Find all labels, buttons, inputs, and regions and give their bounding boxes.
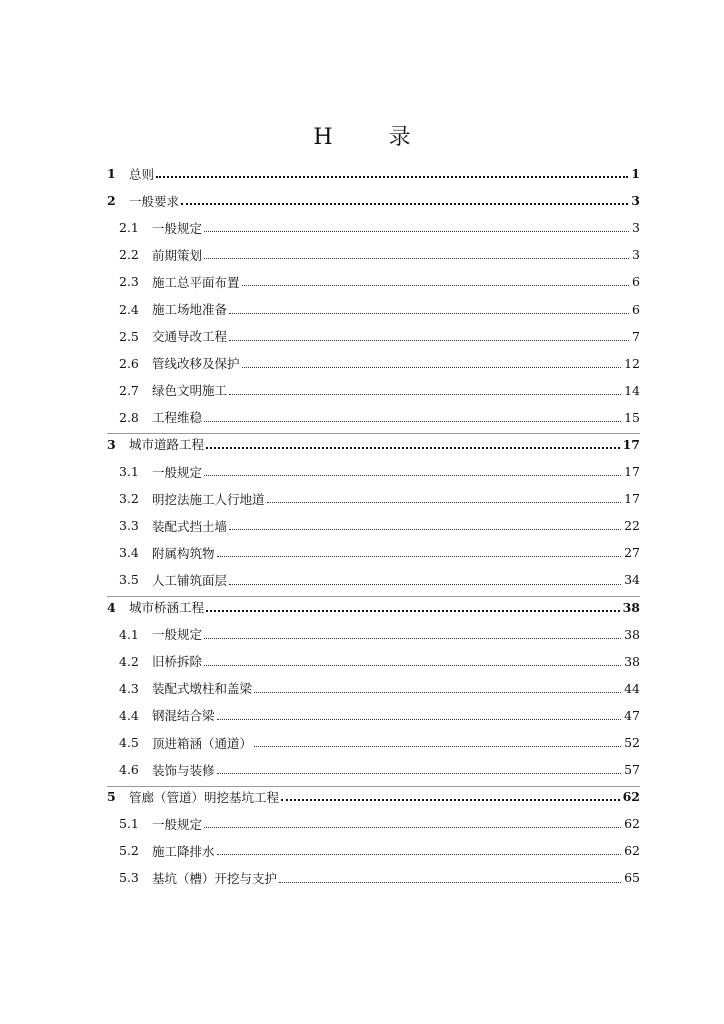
toc-entry-label: 钢混结合梁 xyxy=(152,708,215,724)
toc-entry-page-number: 6 xyxy=(632,274,640,290)
toc-title-part2: 录 xyxy=(388,125,411,150)
toc-entry-label: 管线改移及保护 xyxy=(152,356,240,372)
toc-title-part1: H xyxy=(313,125,333,150)
toc-entry-label: 一般规定 xyxy=(152,627,203,643)
toc-entry-page-number: 3 xyxy=(632,220,640,236)
toc-entry-number: 3.2 xyxy=(119,491,139,507)
toc-entry-number: 3.5 xyxy=(119,572,139,588)
toc-entry[interactable] xyxy=(107,295,640,322)
toc-dot-leader xyxy=(254,745,621,747)
toc-dot-leader xyxy=(281,798,620,801)
toc-dot-leader xyxy=(204,637,621,639)
table-of-contents xyxy=(107,160,640,892)
toc-entry-number: 5 xyxy=(107,789,116,805)
toc-entry[interactable] xyxy=(107,485,640,512)
toc-entry-label: 装配式墩柱和盖梁 xyxy=(152,681,253,697)
toc-entry[interactable] xyxy=(107,783,640,810)
toc-dot-leader xyxy=(229,528,621,530)
toc-entry[interactable] xyxy=(107,160,640,187)
toc-entry-page-number: 38 xyxy=(622,599,640,615)
toc-entry[interactable] xyxy=(107,431,640,458)
toc-entry-number: 3.1 xyxy=(119,464,139,480)
toc-dot-leader xyxy=(217,772,622,774)
toc-dot-leader xyxy=(279,881,621,883)
toc-dot-leader xyxy=(204,826,621,828)
toc-dot-leader xyxy=(204,474,621,476)
toc-entry[interactable] xyxy=(107,377,640,404)
toc-entry-number: 5.1 xyxy=(119,816,139,832)
toc-dot-leader xyxy=(267,501,622,503)
toc-entry-page-number: 17 xyxy=(622,436,640,452)
toc-entry-page-number: 34 xyxy=(624,572,640,588)
toc-entry-page-number: 1 xyxy=(631,166,640,182)
toc-entry-label: 城市桥涵工程 xyxy=(129,600,205,616)
toc-entry-page-number: 65 xyxy=(624,870,640,886)
toc-entry-page-number: 38 xyxy=(624,626,640,642)
toc-dot-leader xyxy=(206,446,620,449)
toc-entry-label: 管廊（管道）明挖基坑工程 xyxy=(129,789,280,805)
toc-entry-number: 5.3 xyxy=(119,870,139,886)
toc-entry[interactable] xyxy=(107,512,640,539)
toc-entry-page-number: 38 xyxy=(624,653,640,669)
toc-dot-leader xyxy=(181,202,628,205)
toc-entry-number: 3.4 xyxy=(119,545,139,561)
toc-entry-label: 施工场地准备 xyxy=(152,302,228,318)
toc-entry-page-number: 14 xyxy=(624,382,640,398)
toc-entry-number: 4.3 xyxy=(119,680,139,696)
toc-entry[interactable] xyxy=(107,702,640,729)
toc-entry-label: 顶进箱涵（通道） xyxy=(152,735,253,751)
toc-entry-label: 总则 xyxy=(129,166,155,182)
toc-entry-page-number: 62 xyxy=(624,843,640,859)
toc-entry[interactable] xyxy=(107,566,640,593)
toc-entry-label: 交通导改工程 xyxy=(152,329,228,345)
toc-entry-page-number: 47 xyxy=(624,707,640,723)
toc-entry-number: 4.2 xyxy=(119,653,139,669)
toc-entry[interactable] xyxy=(107,458,640,485)
toc-entry[interactable] xyxy=(107,350,640,377)
toc-entry-number: 2.8 xyxy=(119,409,139,425)
toc-entry[interactable] xyxy=(107,675,640,702)
toc-dot-leader xyxy=(229,583,621,585)
toc-entry-page-number: 7 xyxy=(632,328,640,344)
toc-entry-label: 旧桥拆除 xyxy=(152,654,203,670)
toc-entry-page-number: 62 xyxy=(624,816,640,832)
toc-entry-number: 3.3 xyxy=(119,518,139,534)
toc-entry-label: 附属构筑物 xyxy=(152,545,215,561)
toc-entry-number: 5.2 xyxy=(119,843,139,859)
toc-entry-page-number: 3 xyxy=(631,193,640,209)
toc-entry-label: 施工总平面布置 xyxy=(152,274,240,290)
toc-entry[interactable] xyxy=(107,648,640,675)
toc-dot-leader xyxy=(204,420,621,422)
toc-entry-page-number: 62 xyxy=(622,789,640,805)
toc-entry-number: 4.6 xyxy=(119,762,139,778)
toc-entry-label: 装饰与装修 xyxy=(152,762,215,778)
toc-entry-page-number: 12 xyxy=(624,355,640,371)
toc-entry-label: 一般规定 xyxy=(152,816,203,832)
toc-title xyxy=(0,120,724,151)
toc-entry-page-number: 27 xyxy=(624,545,640,561)
toc-entry-page-number: 22 xyxy=(624,518,640,534)
toc-entry[interactable] xyxy=(107,594,640,621)
toc-dot-leader xyxy=(242,284,630,286)
toc-entry-number: 4.1 xyxy=(119,626,139,642)
toc-entry-number: 2.4 xyxy=(119,301,139,317)
toc-dot-leader xyxy=(156,175,628,178)
toc-dot-leader xyxy=(254,691,621,693)
toc-entry[interactable] xyxy=(107,864,640,891)
toc-entry[interactable] xyxy=(107,810,640,837)
toc-entry-number: 4 xyxy=(107,599,116,615)
toc-entry[interactable] xyxy=(107,837,640,864)
toc-entry[interactable] xyxy=(107,756,640,783)
toc-entry[interactable] xyxy=(107,729,640,756)
toc-entry[interactable] xyxy=(107,323,640,350)
toc-entry-number: 3 xyxy=(107,436,116,452)
toc-entry-label: 一般要求 xyxy=(129,193,180,209)
toc-entry[interactable] xyxy=(107,539,640,566)
toc-entry-label: 前期策划 xyxy=(152,247,203,263)
toc-dot-leader xyxy=(229,393,621,395)
toc-entry[interactable] xyxy=(107,187,640,214)
toc-entry-number: 4.4 xyxy=(119,707,139,723)
toc-dot-leader xyxy=(217,555,622,557)
toc-entry-number: 2.6 xyxy=(119,355,139,371)
toc-entry-label: 施工降排水 xyxy=(152,843,215,859)
toc-entry-label: 基坑（槽）开挖与支护 xyxy=(152,870,278,886)
toc-dot-leader xyxy=(217,853,622,855)
toc-entry[interactable] xyxy=(107,404,640,431)
toc-entry-label: 一般规定 xyxy=(152,220,203,236)
toc-entry-number: 2.7 xyxy=(119,382,139,398)
toc-dot-leader xyxy=(204,230,629,232)
toc-entry-number: 1 xyxy=(107,166,116,182)
toc-dot-leader xyxy=(229,312,629,314)
toc-entry-number: 4.5 xyxy=(119,735,139,751)
toc-entry-label: 绿色文明施工 xyxy=(152,383,228,399)
toc-entry-page-number: 57 xyxy=(624,762,640,778)
toc-entry-page-number: 6 xyxy=(632,301,640,317)
toc-entry-number: 2.2 xyxy=(119,247,139,263)
toc-dot-leader xyxy=(206,609,620,612)
toc-entry-number: 2.1 xyxy=(119,220,139,236)
toc-entry-page-number: 44 xyxy=(624,680,640,696)
toc-entry-label: 明挖法施工人行地道 xyxy=(152,491,265,507)
toc-entry-label: 人工铺筑面层 xyxy=(152,572,228,588)
toc-entry-label: 一般规定 xyxy=(152,464,203,480)
toc-entry-label: 工程维稳 xyxy=(152,410,203,426)
toc-dot-leader xyxy=(242,366,622,368)
toc-dot-leader xyxy=(204,257,629,259)
toc-entry-page-number: 15 xyxy=(624,409,640,425)
toc-entry-label: 城市道路工程 xyxy=(129,437,205,453)
toc-entry-number: 2 xyxy=(107,193,116,209)
toc-entry[interactable] xyxy=(107,621,640,648)
toc-dot-leader xyxy=(204,664,621,666)
toc-entry-label: 装配式挡土墙 xyxy=(152,518,228,534)
toc-entry[interactable] xyxy=(107,268,640,295)
toc-entry-page-number: 17 xyxy=(624,491,640,507)
toc-entry-page-number: 3 xyxy=(632,247,640,263)
toc-entry-number: 2.5 xyxy=(119,328,139,344)
toc-entry[interactable] xyxy=(107,214,640,241)
toc-dot-leader xyxy=(217,718,622,720)
toc-entry[interactable] xyxy=(107,241,640,268)
toc-entry-page-number: 52 xyxy=(624,735,640,751)
toc-dot-leader xyxy=(229,339,629,341)
toc-entry-page-number: 17 xyxy=(624,464,640,480)
toc-entry-number: 2.3 xyxy=(119,274,139,290)
